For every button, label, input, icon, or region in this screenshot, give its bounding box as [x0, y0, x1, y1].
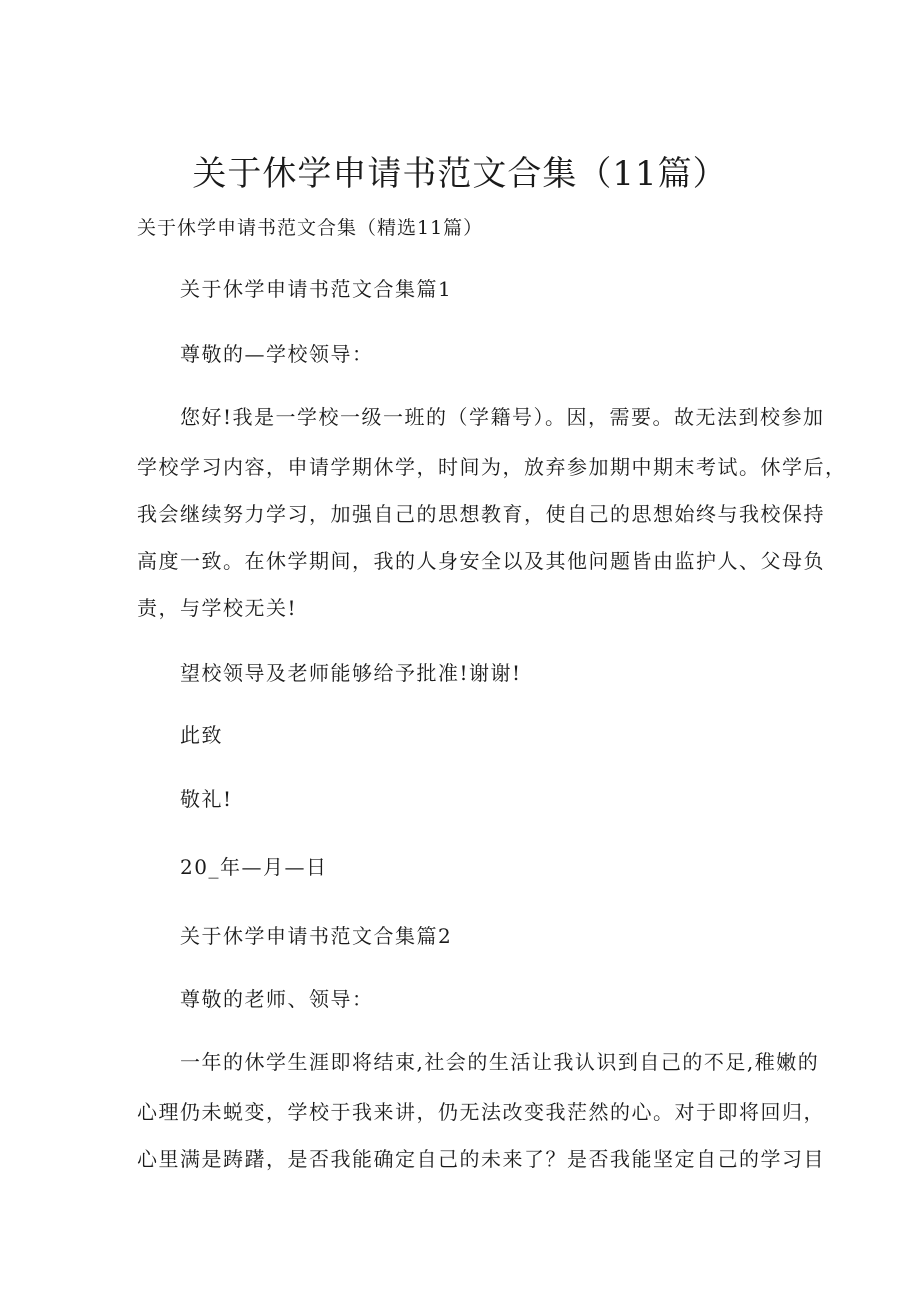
section1-greeting: 尊敬的—学校领导： [180, 342, 374, 366]
section2-heading: 关于休学申请书范文合集篇2 [180, 924, 453, 948]
section1-date: 20_年—月—日 [180, 855, 328, 879]
section1-body-line: 高度一致。在休学期间，我的人身安全以及其他问题皆由监护人、父母负 [137, 549, 825, 573]
section1-closing-salutation: 此致 [180, 723, 223, 747]
section2-body-line: 心理仍未蜕变，学校于我来讲，仍无法改变我茫然的心。对于即将回归， [137, 1100, 825, 1124]
section2-body-line: 心里满是踌躇，是否我能确定自己的未来了？是否我能坚定自己的学习目 [137, 1147, 825, 1171]
section1-request: 望校领导及老师能够给予批准!谢谢! [180, 661, 522, 685]
section1-closing-regards: 敬礼! [180, 787, 233, 811]
section2-body-line: 一年的休学生涯即将结束,社会的生活让我认识到自己的不足,稚嫩的 [180, 1050, 820, 1074]
section1-heading: 关于休学申请书范文合集篇1 [180, 277, 453, 301]
section1-body-line: 责，与学校无关! [137, 596, 298, 620]
section1-body-line: 我会继续努力学习，加强自己的思想教育，使自己的思想始终与我校保持 [137, 502, 825, 526]
section1-body-line: 学校学习内容，申请学期休学，时间为，放弃参加期中期末考试。休学后， [137, 455, 847, 479]
section2-greeting: 尊敬的老师、领导： [180, 987, 374, 1011]
document-title: 关于休学申请书范文合集（11篇） [192, 154, 728, 194]
document-subtitle: 关于休学申请书范文合集（精选11篇） [137, 217, 484, 239]
section1-body-line: 您好!我是一学校一级一班的（学籍号）。因，需要。故无法到校参加 [180, 405, 825, 429]
